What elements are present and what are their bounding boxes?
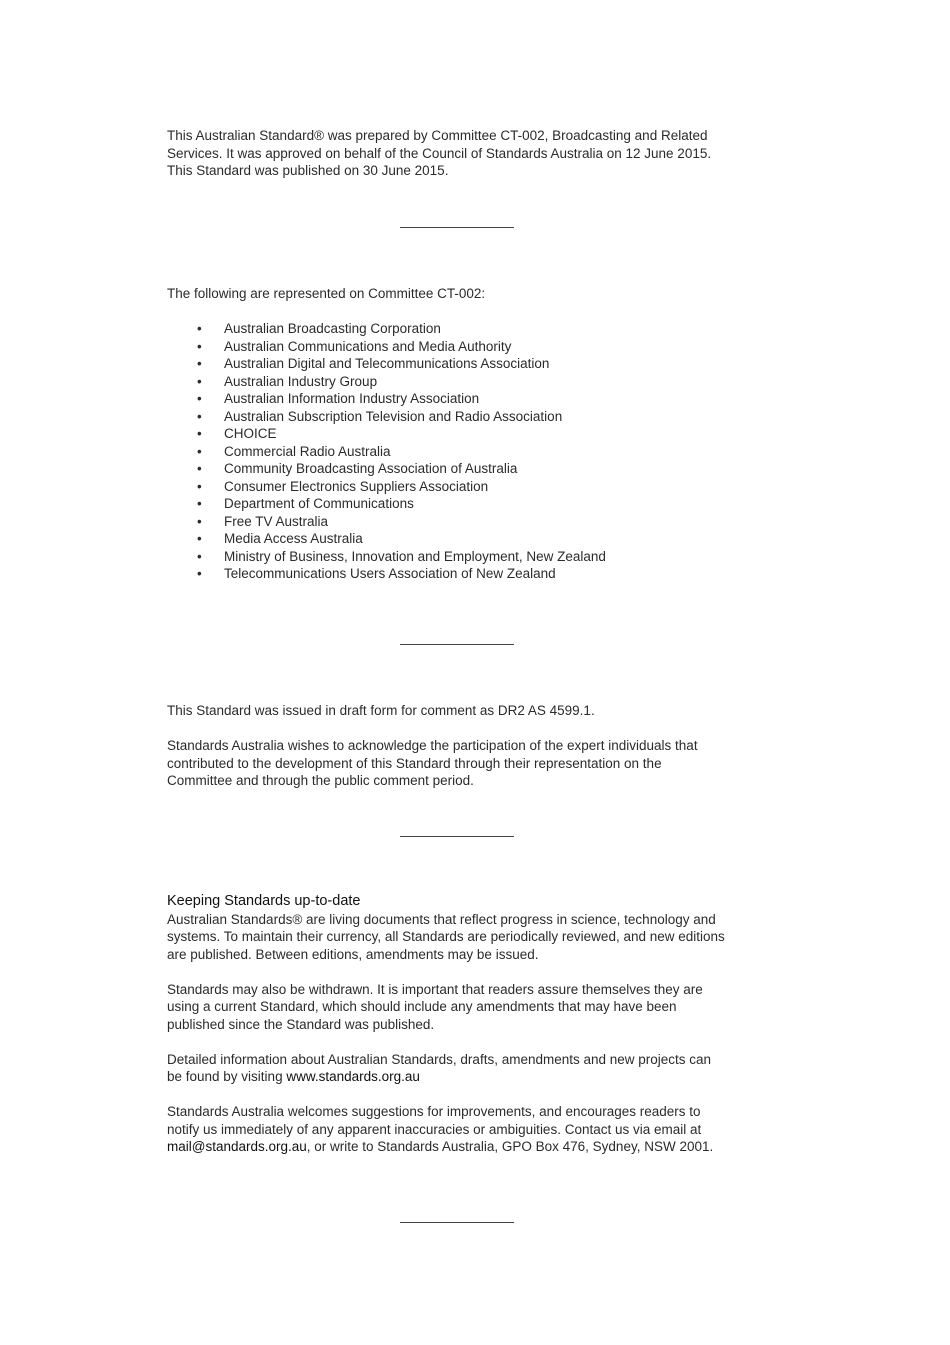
section-divider [400,836,514,837]
intro-line: Services. It was approved on behalf of the Council of Standards Australia on 12 June 2015. [167,145,712,161]
list-item: • Ministry of Business, Innovation and Employment, New Zealand [197,548,606,564]
list-item: • Australian Information Industry Association [197,391,480,406]
list-item: • Australian Industry Group [197,373,378,389]
paragraph-line: be found by visiting www.standards.org.au [167,1069,420,1084]
section-divider [400,227,514,228]
paragraph-line: published since the Standard was published. [167,1016,435,1032]
paragraph-line: Standards may also be withdrawn. It is important that readers assure themselves they are [167,981,703,997]
list-item: • CHOICE [197,426,277,441]
committee-member-list [167,320,757,583]
intro-line: This Australian Standard® was prepared by Committee CT-002, Broadcasting and Related [167,128,708,143]
bullet-icon: • [197,408,202,424]
bullet-icon: • [197,496,202,511]
list-item: • Community Broadcasting Association of Australia [197,461,518,476]
bullet-icon: • [197,338,202,354]
acknowledgement-line: Standards Australia wishes to acknowledge the participation of the expert individuals that [167,738,698,753]
committee-heading: The following are represented on Committee CT-002: [167,286,486,301]
list-item: • Australian Subscription Television and Radio Association [197,408,563,424]
list-item: • Australian Communications and Media Authority [197,338,512,354]
paragraph-line: systems. To maintain their currency, all Standards are periodically reviewed, and new editions [167,929,725,944]
keeping-uptodate-section [167,893,757,1156]
list-item: • Consumer Electronics Suppliers Association [197,478,489,494]
list-item: • Telecommunications Users Association of New Zealand [197,566,556,581]
intro-paragraph [167,127,757,180]
paragraph-line: Detailed information about Australian Standards, drafts, amendments and new projects can [167,1051,712,1067]
bullet-icon: • [197,461,202,476]
list-item: • Australian Broadcasting Corporation [197,321,441,336]
list-item: • Australian Digital and Telecommunications Association [197,356,550,371]
draft-notice: This Standard was issued in draft form for comment as DR2 AS 4599.1. [167,703,595,718]
paragraph-line: Standards Australia welcomes suggestions for improvements, and encourages readers to [167,1104,701,1119]
draft-section [167,702,757,790]
bullet-icon: • [197,426,202,441]
section-divider [400,644,514,645]
bullet-icon: • [197,321,202,336]
section-heading: Keeping Standards up-to-date [167,893,361,909]
website-link[interactable]: www.standards.org.au [286,1069,420,1084]
list-item: • Free TV Australia [197,513,329,529]
paragraph-line: mail@standards.org.au, or write to Standards Australia, GPO Box 476, Sydney, NSW 2001. [167,1139,714,1154]
committee-section [167,285,757,583]
bullet-icon: • [197,443,202,459]
bullet-icon: • [197,548,202,564]
paragraph-line: using a current Standard, which should include any amendments that may have been [167,999,677,1014]
bullet-icon: • [197,513,202,529]
bullet-icon: • [197,391,202,406]
bullet-icon: • [197,566,202,581]
bullet-icon: • [197,478,202,494]
paragraph-line: Australian Standards® are living documents that reflect progress in science, technology and [167,911,716,927]
list-item: • Commercial Radio Australia [197,443,391,459]
section-divider [400,1222,514,1223]
bullet-icon: • [197,531,202,546]
bullet-icon: • [197,373,202,389]
acknowledgement-line: contributed to the development of this Standard through their representation on the [167,755,662,771]
list-item: • Media Access Australia [197,531,363,546]
email-link[interactable]: mail@standards.org.au [167,1139,307,1154]
list-item: • Department of Communications [197,496,414,511]
paragraph-line: notify us immediately of any apparent inaccuracies or ambiguities. Contact us via email at [167,1121,702,1137]
intro-line: This Standard was published on 30 June 2015. [167,163,449,178]
bullet-icon: • [197,356,202,371]
paragraph-line: are published. Between editions, amendments may be issued. [167,946,539,962]
acknowledgement-line: Committee and through the public comment period. [167,773,474,788]
